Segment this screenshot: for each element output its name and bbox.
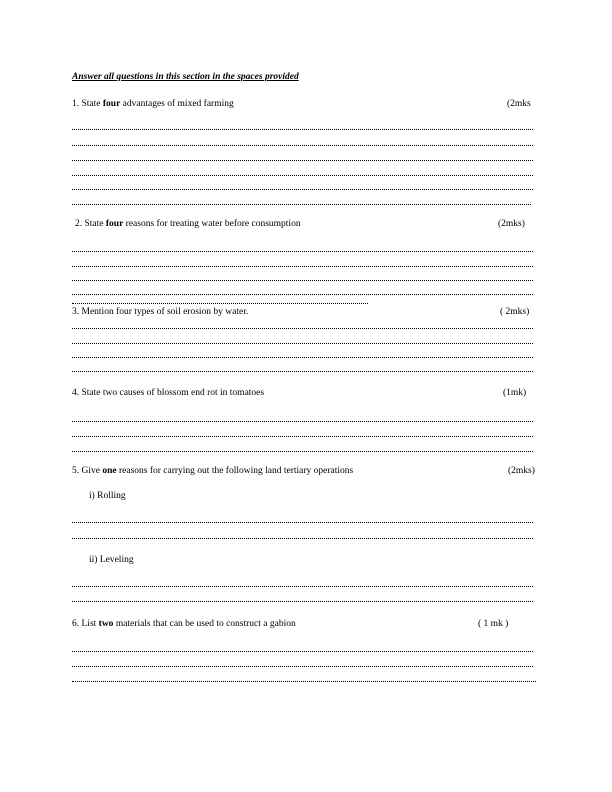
subpart-rolling: i) Rolling [89, 491, 126, 501]
answer-line[interactable] [72, 294, 533, 295]
answer-line[interactable] [72, 343, 533, 344]
answer-line[interactable] [72, 522, 533, 523]
answer-line[interactable] [72, 586, 533, 587]
answer-line[interactable] [72, 328, 533, 329]
answer-line[interactable] [72, 280, 533, 281]
answer-line[interactable] [72, 204, 531, 205]
answer-line[interactable] [72, 189, 533, 190]
answer-line[interactable] [72, 160, 533, 161]
answer-line[interactable] [72, 266, 533, 267]
answer-line[interactable] [72, 451, 533, 452]
answer-line[interactable] [72, 538, 533, 539]
question-4-marks: (1mk) [503, 388, 527, 398]
answer-line[interactable] [72, 251, 533, 252]
answer-line[interactable] [72, 129, 533, 130]
answer-line[interactable] [72, 651, 533, 652]
question-4: 4. State two causes of blossom end rot in tomatoes [72, 388, 265, 398]
question-1: 1. State four advantages of mixed farming [72, 99, 234, 109]
question-3-marks: ( 2mks) [500, 307, 530, 317]
question-1-marks: (2mks [507, 99, 531, 109]
answer-line[interactable] [72, 357, 533, 358]
answer-line[interactable] [72, 175, 533, 176]
answer-line[interactable] [72, 601, 533, 602]
answer-line[interactable] [72, 681, 536, 682]
subpart-leveling: ii) Leveling [89, 555, 134, 565]
question-2: 2. State four reasons for treating water before consumption [75, 219, 301, 229]
answer-line[interactable] [72, 145, 533, 146]
question-3: 3. Mention four types of soil erosion by water. [72, 307, 249, 317]
answer-line[interactable] [72, 666, 533, 667]
answer-line[interactable] [72, 371, 533, 372]
section-heading: Answer all questions in this section in the spaces provided [72, 72, 299, 82]
question-6: 6. List two materials that can be used to construct a gabion [72, 619, 296, 629]
answer-line[interactable] [72, 436, 533, 437]
question-5: 5. Give one reasons for carrying out the following land tertiary operations [72, 466, 354, 476]
question-6-marks: ( 1 mk ) [478, 619, 509, 629]
answer-line[interactable] [72, 303, 368, 304]
answer-line[interactable] [72, 421, 533, 422]
question-2-marks: (2mks) [498, 219, 525, 229]
question-5-marks: (2mks) [508, 466, 535, 476]
